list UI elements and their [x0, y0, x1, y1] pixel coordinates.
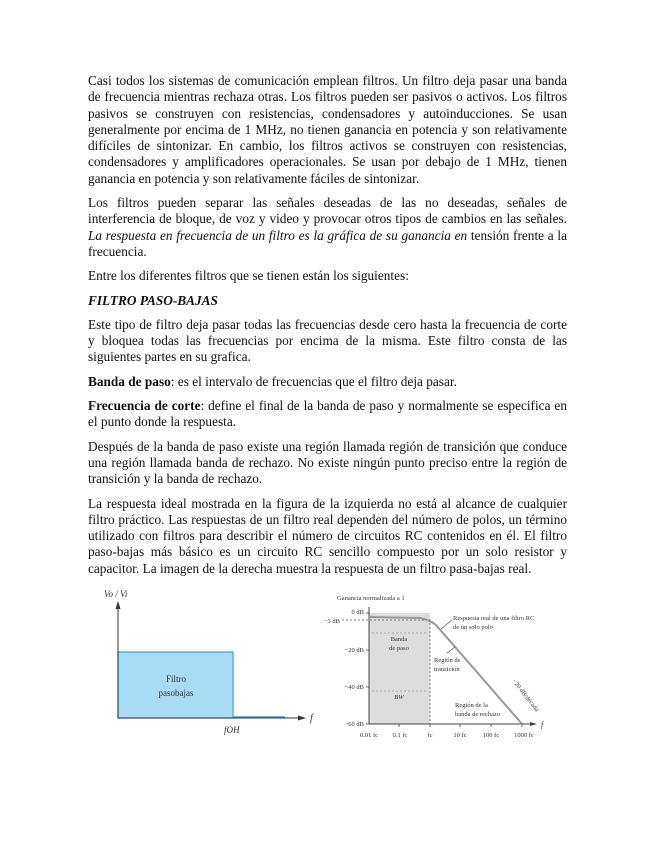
stopband-label-1: Región de la [455, 702, 488, 710]
passband-region [118, 652, 233, 718]
cutoff-paragraph [88, 398, 567, 431]
x-tick-3: 10 fc [453, 732, 467, 740]
region-label-1: Filtro [165, 674, 187, 685]
x-axis-label: f [310, 713, 313, 725]
transition-label-1: Región de [434, 657, 461, 665]
x-axis-label: f [541, 720, 544, 730]
figures-container [0, 585, 655, 750]
passband-shading [369, 613, 430, 724]
response-text-end: tensión frente a la frecuencia. [88, 227, 567, 259]
passband-term: Banda de paso [88, 373, 171, 389]
y-tick-minus40: −40 dB [344, 684, 364, 692]
filters-list-intro: Entre los diferentes filtros que se tienen están los siguientes: [88, 268, 409, 284]
x-tick-5: 1000 fc [514, 732, 534, 740]
response-italic: La respuesta en frecuencia de un filtro es la gráfica de su ganancia en [88, 227, 468, 243]
cutoff-def: : define el final de la banda de paso y normalmente se especifica en el punto donde la respuesta. [88, 398, 567, 430]
x-tick-4: 100 fc [482, 732, 500, 740]
real-response-figure [324, 595, 545, 739]
response-text: Los filtros pueden separar las señales deseadas de las no deseadas, señales de interferencia de bloque, de voz y video y provocar otros tipos de cambios en las señales. [88, 195, 567, 227]
real-filter-paragraph: La respuesta ideal mostrada en la figura de la izquierda no está al alcance de cualquier filtro práctico. Las respuestas de un filtro real dependen del número de polos, un término utilizado con filtros para describir el número de circuitos RC contenidos en él. El filtro paso-bajas más básico es un circuito RC sencillo compuesto por un solo resistor y capacitor. La imagen de la derecha muestra la respuesta de un filtro pasa-bajas real. [88, 495, 567, 576]
x-axis-arrow-icon [298, 716, 306, 721]
lowpass-paragraph: Este tipo de filtro deja pasar todas las frecuencias desde cero hasta la frecuencia de corte y bloquea todas las frecuencias por encima de la misma. Este filtro consta de las siguientes partes en su grafica. [88, 316, 567, 365]
x-tick-0: 0.01 fc [359, 732, 379, 740]
passband-label-2: de paso [389, 645, 409, 653]
transition-paragraph: Después de la banda de paso existe una región llamada región de transición que conduce una región llamada banda de rechazo. No existe ningún punto preciso entre la región de transición y la banda de rechazo. [88, 438, 567, 487]
cutoff-label: fOH [224, 725, 240, 736]
transition-label-2: transición [434, 666, 460, 674]
y-tick-minus20: −20 dB [344, 647, 364, 655]
y-tick-minus3: −3 dB [323, 618, 340, 626]
stopband-label-2: banda de rechazo [455, 711, 501, 719]
response-label-2: de un solo polo [453, 624, 493, 632]
x-tick-2: fc [427, 732, 433, 740]
y-tick-minus60: −60 dB [344, 721, 364, 729]
response-label-1: Respuesta real de una filtro RC [453, 615, 535, 623]
passband-paragraph [88, 374, 567, 390]
ideal-response-figure [104, 589, 314, 735]
cutoff-term: Frecuencia de corte [88, 398, 201, 414]
y-axis-label: Vo / Vi [104, 589, 128, 600]
x-axis-arrow-icon [530, 722, 537, 726]
passband-label-1: Banda [390, 636, 408, 644]
y-axis-arrow-icon [116, 601, 121, 609]
gain-title: Ganancia normalizada a 1 [337, 595, 405, 603]
passband-def: : es el intervalo de frecuencias que el filtro deja pasar. [170, 373, 457, 389]
region-label-2: pasobajas [158, 688, 194, 699]
y-tick-0: 0 dB [351, 609, 364, 617]
bw-label: BW [394, 694, 404, 702]
figures [0, 585, 655, 750]
intro-paragraph: Casi todos los sistemas de comunicación emplean filtros. Un filtro deja pasar una banda de frecuencia mientras rechaza otras. Los filtros pueden ser pasivos o activos. Los filtros pasivos se construyen con resistencias, condensadores y autoinducciones. Se usan generalmente por encima de 1 MHz, no tienen ganancia en potencia y son relativamente difíciles de sintonizar. En cambio, los filtros activos se construyen con resistencias, condensadores y amplificadores operacionales. Se usan por debajo de 1 MHz, tienen ganancia en potencia y son relativamente fáciles de sintonizar. [88, 73, 567, 186]
section-heading: FILTRO PASO-BAJAS [88, 292, 218, 308]
response-paragraph [88, 195, 567, 260]
x-tick-1: 0.1 fc [392, 732, 408, 740]
slope-label: −20 dB/década [510, 677, 541, 714]
document-body [88, 73, 567, 750]
